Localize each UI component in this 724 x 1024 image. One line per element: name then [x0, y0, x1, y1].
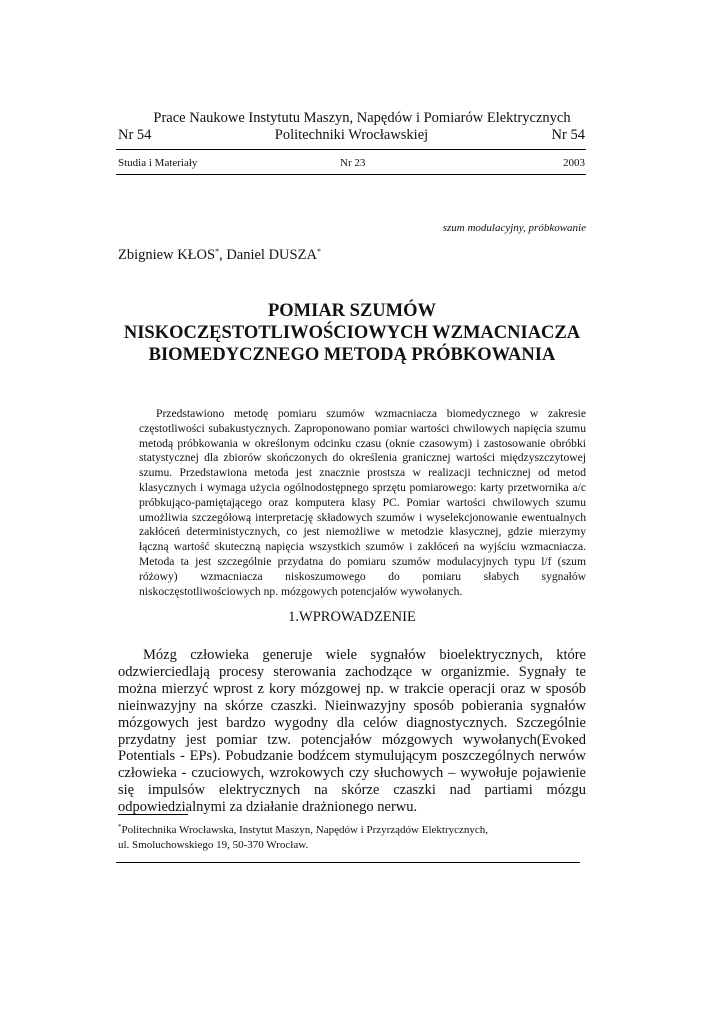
author-1-footnote-mark: *	[215, 247, 220, 256]
page-bottom-rule	[116, 862, 580, 863]
body-paragraph: Mózg człowieka generuje wiele sygnałów bioelektrycznych, które odzwierciedlają procesy sterowania zachodzące w organizmie. Sygnały te można mierzyć wprost z kory mózgowej np. w trakcie operacji oraz w sposób nieinwazyjny na skórze czaszki. Nieinwazyjny sposób pobierania sygnałów mózgowych jest bardzo wygodny dla celów diagnostycznych. Szczególnie przydatny jest pomiar tzw. potencjałów mózgowych wywołanych(Evoked Potentials - EPs). Pobudzanie bodźcem stymulującym poszczególnych nerwów człowieka - czuciowych, wzrokowych czy słuchowych – wywołuje pojawienie się impulsów elektrycznych na skórze czaszki nad partiami mózgu odpowiedzialnymi za działanie drażnionego nerwu.	[118, 647, 586, 816]
journal-header-row	[118, 127, 585, 144]
title-line-3: BIOMEDYCZNEGO METODĄ PRÓBKOWANIA	[148, 345, 556, 365]
footnote-line-1	[118, 823, 488, 836]
publication-year: 2003	[563, 157, 585, 169]
authors	[118, 247, 321, 264]
journal-name-line2: Politechniki Wrocławskiej	[274, 127, 429, 143]
footnote-affiliation: Politechnika Wrocławska, Instytut Maszyn, Napędów i Przyrządów Elektrycznych,	[121, 824, 489, 836]
footnote-line-2: ul. Smoluchowskiego 19, 50-370 Wrocław.	[118, 839, 309, 851]
author-separator: ,	[219, 247, 227, 263]
abstract: Przedstawiono metodę pomiaru szumów wzmacniacza biomedycznego w zakresie częstotliwości subakustycznych. Zaproponowano pomiar wartości chwilowych napięcia szumu metodą próbkowania w określonym odcinku czasu (oknie czasowym) i zastosowanie obróbki statystycznej dla zbiorów skończonych do określenia granicznej wartości międzyszczytowej szumu. Przedstawiona metoda jest znacznie prostsza w realizacji technicznej od metod klasycznych i wymaga użycia ogólnodostępnego sprzętu pomiarowego: karty przetwornika a/c próbkująco-pamiętającego oraz komputera klasy PC. Pomiar wartości chwilowych szumu umożliwia szczegółową interpretację składowych szumów i wyselekcjonowanie ewentualnych zakłóceń deterministycznych, co jest niemożliwe w metodzie klasycznej, gdzie mierzymy łączną wartość skuteczną napięcia wszystkich szumów i zakłóceń na wyjściu wzmacniacza. Metoda ta jest szczególnie przydatna do pomiaru szumów modulacyjnych typu l/f (szum różowy) wzmacniacza niskoszumowego do pomiaru słabych sygnałów niskoczęstotliwościowych np. mózgowych potencjałów wywołanych.	[139, 407, 586, 598]
footnote-mark: *	[118, 823, 122, 831]
issue-number-left: Nr 54	[118, 127, 152, 143]
series-name: Studia i Materiały	[118, 157, 198, 169]
paper-title	[118, 300, 586, 366]
header-divider	[116, 149, 586, 150]
author-2-footnote-mark: *	[316, 247, 321, 256]
title-line-2: NISKOCZĘSTOTLIWOŚCIOWYCH WZMACNIACZA	[123, 323, 581, 343]
section-heading: 1.WPROWADZENIE	[288, 609, 416, 625]
series-info-row	[118, 157, 585, 169]
issue-number-right: Nr 54	[551, 127, 585, 143]
journal-name-line1: Prace Naukowe Instytutu Maszyn, Napędów i Pomiarów Elektrycznych	[153, 110, 571, 126]
author-2: Daniel DUSZA	[226, 247, 317, 263]
keywords: szum modulacyjny, próbkowanie	[442, 222, 586, 234]
series-number: Nr 23	[340, 157, 366, 169]
title-line-1: POMIAR SZUMÓW	[267, 301, 437, 321]
footnote-divider	[118, 814, 188, 815]
author-1: Zbigniew KŁOS	[118, 247, 216, 263]
series-divider	[116, 174, 586, 175]
